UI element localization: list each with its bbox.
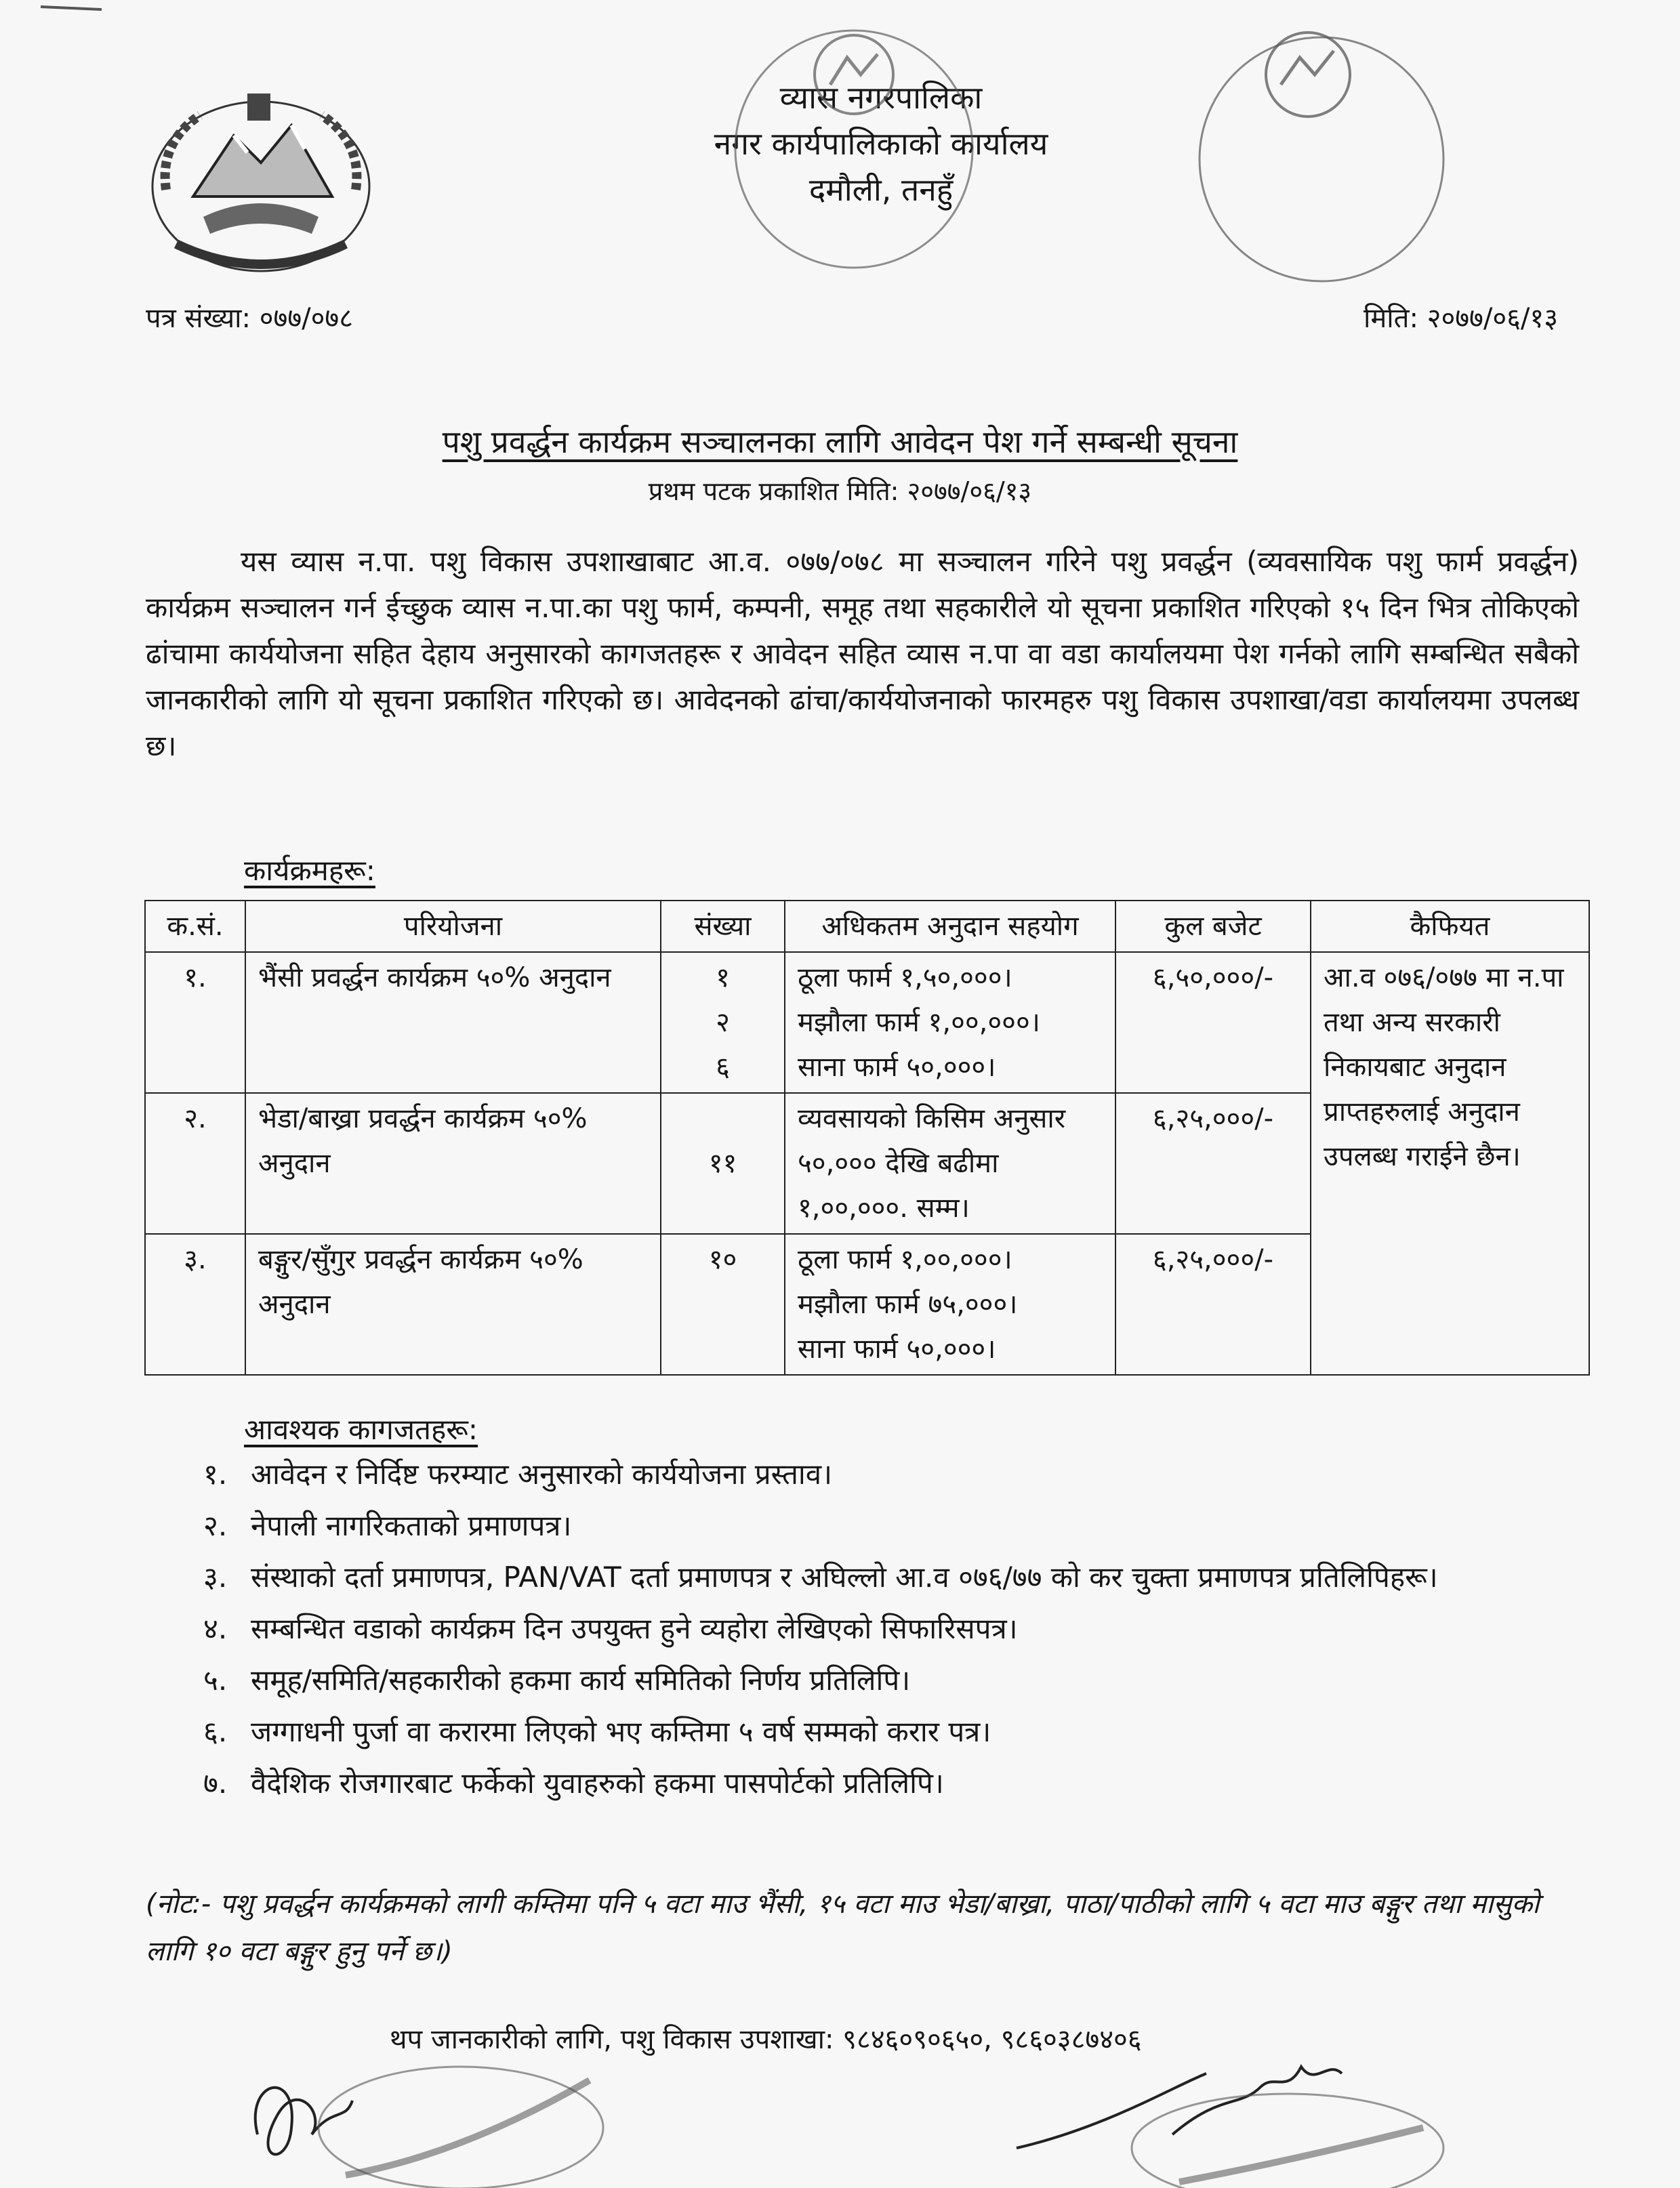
ref-value: ०७७/०७८ [259,303,353,334]
item-number: ६. [203,1715,228,1748]
letter-date [1364,298,1558,335]
programs-table [144,900,1590,1376]
signature-right-icon [1003,2046,1477,2188]
office-seal-stamp-right [1172,24,1471,288]
item-text: संस्थाको दर्ता प्रमाणपत्र, PAN/VAT दर्ता प्रमाणपत्र र अघिल्लो आ.व ०७६/७७ को कर चुक्ता प्रमाणपत्र प्रतिलिपिहरू। [251,1561,1438,1594]
cell-remarks: आ.व ०७६/०७७ मा न.पा तथा अन्य सरकारी निकायबाट अनुदान प्राप्तहरुलाई अनुदान उपलब्ध गराईने छैन। [1311,952,1589,1375]
table-row [145,952,1589,1093]
qty-value [674,1327,772,1371]
cell-project: भैंसी प्रवर्द्धन कार्यक्रम ५०% अनुदान [245,952,661,1093]
grant-line: साना फार्म ५०,०००। [798,1052,996,1083]
item-number: ४. [203,1612,228,1645]
first-published-date: प्रथम पटक प्रकाशित मिति: २०७७/०६/१३ [648,476,1032,506]
list-item [197,1449,1593,1500]
office-location: दमौली, तनहुँ [808,171,954,208]
nepal-emblem-icon [146,88,376,278]
qty-value: १ [716,962,730,993]
qty-value: १० [708,1244,737,1275]
cell-max-grant [785,1234,1115,1375]
list-item [197,1706,1593,1758]
item-number: ५. [203,1664,228,1697]
cell-serial: २. [145,1093,245,1234]
grant-line: मझौला फार्म ७५,०००। [798,1289,1018,1320]
signature-left-icon [237,2053,657,2188]
date-label: मिति: [1364,303,1418,334]
list-item [197,1655,1593,1706]
item-number: ३. [203,1561,228,1594]
cell-budget: ६,२५,०००/- [1115,1234,1311,1375]
cell-quantity [661,1093,785,1234]
cell-serial: ३. [145,1234,245,1375]
table-header-row [145,901,1589,952]
cell-budget: ६,२५,०००/- [1115,1093,1311,1234]
list-item [197,1603,1593,1655]
item-text: समूह/समिति/सहकारीको हकमा कार्य समितिको निर्णय प्रतिलिपि। [251,1664,911,1697]
col-serial: क.सं. [145,901,245,952]
item-number: २. [203,1509,228,1542]
reference-number [146,298,353,335]
col-max-grant: अधिकतम अनुदान सहयोग [785,901,1115,952]
col-quantity: संख्या [661,901,785,952]
ref-label: पत्र संख्या: [146,303,251,334]
item-number: ७. [203,1767,228,1800]
item-text: सम्बन्धित वडाको कार्यक्रम दिन उपयुक्त हुने व्यहोरा लेखिएको सिफारिसपत्र। [251,1612,1018,1645]
scan-mark [0,0,108,20]
qty-value: ६ [716,1052,730,1083]
grant-line: ५०,००० देखि बढीमा [798,1148,999,1179]
cell-project: भेडा/बाख्रा प्रवर्द्धन कार्यक्रम ५०% अनुदान [245,1093,661,1234]
contact-info: थप जानकारीको लागि, पशु विकास उपशाखा: ९८४६०९०६५०, ९८६०३८७४०६ [390,2024,1142,2055]
cell-max-grant [785,952,1115,1093]
notice-body: यस व्यास न.पा. पशु विकास उपशाखाबाट आ.व. ०७७/०७८ मा सञ्चालन गरिने पशु प्रवर्द्धन (व्यवसायिक पशु फार्म प्रवर्द्धन) कार्यक्रम सञ्चालन गर्न ईच्छुक व्यास न.पा.का पशु फार्म, कम्पनी, समूह तथा सहकारीले यो सूचना प्रकाशित गरिएको १५ दिन भित्र तोकिएको ढांचामा कार्ययोजना सहित देहाय अनुसारको कागजतहरू र आवेदन सहित व्यास न.पा वा वडा कार्यालयमा पेश गर्नको लागि सम्बन्धित सबैको जानकारीको लागि यो सूचना प्रकाशित गरिएको छ। आवेदनको ढांचा/कार्ययोजनाको फारमहरु पशु विकास उपशाखा/वडा कार्यालयमा उपलब्ध छ। [146,545,1579,762]
note-text: (नोट:- पशु प्रवर्द्धन कार्यक्रमको लागी कम्तिमा पनि ५ वटा माउ भैंसी, १५ वटा माउ भेडा/बाख्रा, पाठा/पाठीको लागि ५ वटा माउ बङ्गुर तथा मासुको लागि १० वटा बङ्गुर हुनु पर्ने छ।) [146,1888,1540,1967]
list-item [197,1552,1593,1603]
cell-budget: ६,५०,०००/- [1115,952,1311,1093]
grant-line: साना फार्म ५०,०००। [798,1334,996,1365]
grant-line: ठूला फार्म १,००,०००। [798,1244,1012,1275]
grant-line: मझौला फार्म १,००,०००। [798,1007,1040,1038]
programs-heading: कार्यक्रमहरू: [244,854,375,887]
list-item [197,1500,1593,1552]
qty-value [674,1282,772,1327]
grant-line: व्यवसायको किसिम अनुसार [798,1103,1066,1134]
grant-line: ठूला फार्म १,५०,०००। [798,962,1012,993]
cell-serial: १. [145,952,245,1093]
documents-heading: आवश्यक कागजतहरू: [244,1413,478,1446]
item-text: आवेदन र निर्दिष्ट फरम्याट अनुसारको कार्ययोजना प्रस्ताव। [251,1458,833,1491]
col-remarks: कैफियत [1311,901,1589,952]
col-project: परियोजना [245,901,661,952]
qty-value: २ [716,1007,730,1038]
qty-value [674,1186,772,1231]
office-name: नगर कार्यपालिकाको कार्यालय [714,125,1048,162]
date-value: २०७७/०६/१३ [1427,303,1558,334]
office-seal-stamp [718,17,989,281]
item-text: जग्गाधनी पुर्जा वा करारमा लिएको भए कम्तिमा ५ वर्ष सम्मको करार पत्र। [251,1715,991,1748]
col-total-budget: कुल बजेट [1115,901,1311,952]
documents-list [197,1449,1593,1809]
qty-value [674,1096,772,1141]
cell-quantity [661,1234,785,1375]
cell-max-grant [785,1093,1115,1234]
item-number: १. [203,1458,228,1491]
qty-value: ११ [708,1148,737,1179]
item-text: वैदेशिक रोजगारबाट फर्केको युवाहरुको हकमा पासपोर्टको प्रतिलिपि। [251,1767,944,1800]
item-text: नेपाली नागरिकताको प्रमाणपत्र। [251,1509,572,1542]
list-item [197,1758,1593,1809]
cell-quantity [661,952,785,1093]
municipality-name: व्यास नगरपालिका [779,79,983,116]
notice-title: पशु प्रवर्द्धन कार्यक्रम सञ्चालनका लागि आवेदन पेश गर्ने सम्बन्धी सूचना [442,424,1238,460]
grant-line: १,००,०००. सम्म। [798,1193,970,1224]
cell-project: बङ्गुर/सुँगुर प्रवर्द्धन कार्यक्रम ५०% अनुदान [245,1234,661,1375]
